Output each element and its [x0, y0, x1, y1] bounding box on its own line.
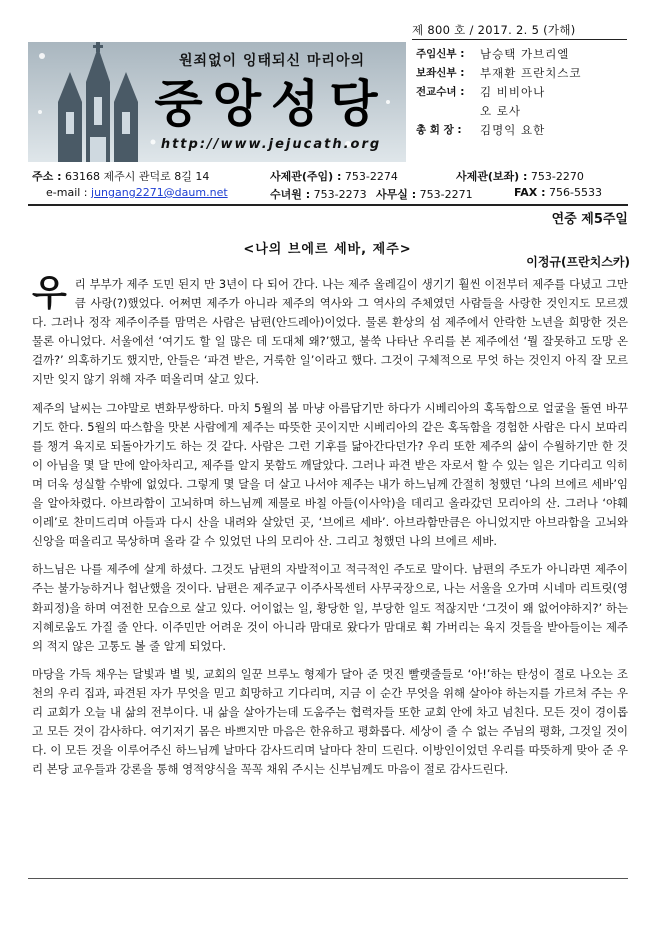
clergy-name: 부재환 프란치스코 [480, 65, 582, 80]
contact-line-2 [32, 186, 632, 204]
article-paragraph: 하느님은 나를 제주에 살게 하셨다. 그것도 남편의 자발적이고 적극적인 주도로 말이다. 남편의 주도가 아니라면 제주이주는 불가능하거나 험난했을 것이다. 남편은 제주교구 이주사목센터 사무국장으로, 나는 서울을 오가며 시네마 리트릿(영화피정)을 하며 여전한 모습으로 살고 있다. 어이없는 일, 황당한 일, 부당한 일도 적잖지만 ‘그것이 왜 없어야하지?’ 하는 지혜로움도 가질 줄 안다. 이주민만 어려운 것이 아니라 맘대로 왔다가 맘대로 휙 가버리는 육지 것들을 받아들이는 제주의 적지 않은 고통도 볼 줄 알게 되었다. [32, 562, 628, 653]
footer-divider [28, 878, 628, 879]
clergy-role: 총 회 장 : [416, 124, 462, 136]
clergy-role: 전교수녀 : [416, 86, 465, 98]
clergy-row [416, 44, 626, 63]
fax-value: 756-5533 [548, 186, 602, 199]
clergy-name: 김명익 요한 [480, 122, 546, 137]
office-value: 753-2271 [419, 188, 473, 201]
header-divider [28, 204, 628, 206]
drop-cap: 우 [32, 273, 67, 314]
clergy-name: 김 비비아나 [480, 84, 546, 99]
clergy-role: 주임신부 : [416, 48, 465, 60]
article-paragraph [32, 275, 628, 390]
contact-line-1 [32, 168, 632, 186]
address-value: 63168 제주시 관덕로 8길 14 [64, 170, 210, 183]
rectory-main-value: 753-2274 [344, 170, 398, 183]
fax-number [514, 186, 602, 199]
rectory-assist-label: 사제관(보좌) : [456, 170, 528, 183]
convent-phone [270, 186, 367, 202]
clergy-row [416, 82, 626, 101]
convent-value: 753-2273 [313, 188, 367, 201]
rectory-main-label: 사제관(주임) : [270, 170, 342, 183]
rectory-main-phone [270, 168, 398, 184]
address [32, 168, 209, 184]
clergy-row [416, 120, 626, 139]
article-author: 이정규(프란치스카) [526, 255, 630, 269]
paragraph-text: 리 부부가 제주 도민 된지 만 3년이 다 되어 간다. 나는 제주 올레길이 생기기 훨씬 이전부터 제주를 다녔고 그만큼 사랑(?)했었다. 어쩌면 제주가 아니라 제주의 역사와 그 역사의 주체였던 사람들을 사랑한 것인지도 모르겠다. 그러나 정작 제주이주를 맘먹은 사람은 남편(안드레아)이었다. 물론 환상의 섬 제주에서 안락한 노년을 희망한 것은 물론 아니었다. 서울에선 ‘여기도 할 일 많은 데 도대체 왜?’했고, 불쑥 나타난 우리를 본 제주에선 ‘뭘 잘못하고 도망 온 걸까?’ 의혹하기도 했지만, 안들은 ‘파견 받은, 거룩한 일’이라고 했다. 그것이 구체적으로 무엇 하는 것인지 아직 잘 모르지만 잊지 않기 위해 자주 떠올리며 살고 있다. [32, 277, 628, 387]
office-label: 사무실 : [376, 188, 417, 201]
masthead-banner [28, 42, 406, 162]
article-paragraph: 마당을 가득 채우는 달빛과 별 빛, 교회의 일꾼 브루노 형제가 달아 준 멋진 빨랫줄들로 ‘아!’하는 탄성이 절로 나오는 조천의 우리 집과, 파견된 자가 무엇을 믿고 희망하고 기다리며, 지금 이 순간 무엇을 위해 살아야 하는지를 가르쳐 주는 우리 교회가 오늘 내 삶의 전부이다. 내 삶을 살아가는데 도움주는 협력자들 또한 교회 안에 차고 넘친다. 모든 것이 경이롭고 모든 것이 감사하다. 여기저기 몸은 바쁘지만 마음은 한유하고 평화롭다. 세상이 줄 수 없는 주님의 평화, 그것일 것이다. 이 모든 것을 이루어주신 하느님께 날마다 감사드리며 날마다 찬미 드린다. 이방인이었던 우리를 따뜻하게 맞아 준 우리 본당 교우들과 강론을 통해 영적양식을 꼭꼭 채워 주시는 신부님께도 마음이 절로 감사드린다. [32, 666, 628, 777]
office-phone [376, 186, 473, 202]
clergy-row [416, 101, 626, 120]
clergy-role: 보좌신부 : [416, 67, 465, 79]
contact-info [32, 168, 632, 204]
clergy-name: 남승택 가브리엘 [480, 46, 570, 61]
email-label: e-mail : [46, 186, 88, 199]
clergy-name: 오 로사 [480, 103, 521, 118]
issue-info: 제 800 호 / 2017. 2. 5 (가해) [412, 22, 627, 40]
article-body [32, 275, 628, 788]
article-title: <나의 브에르 세바, 제주> [243, 242, 412, 257]
clergy-row [416, 63, 626, 82]
masthead-subtitle: 원죄없이 잉태되신 마리아의 [178, 53, 366, 69]
rectory-assist-value: 753-2270 [530, 170, 584, 183]
fax-label: FAX : [514, 186, 546, 199]
email-link[interactable]: jungang2271@daum.net [91, 186, 228, 199]
rectory-assist-phone [456, 168, 584, 184]
address-label: 주소 : [32, 170, 62, 183]
liturgical-sunday: 연중 제5주일 [551, 212, 628, 227]
website-url[interactable]: http://www.jejucath.org [160, 137, 382, 152]
article-paragraph: 제주의 날씨는 그야말로 변화무쌍하다. 마치 5월의 봄 마냥 아름답기만 하다가 시베리아의 혹독함으로 얼굴을 돌연 바꾸기도 한다. 5월의 따스함을 맛본 사람에게 제주는 따뜻한 곳이지만 시베리아의 같은 혹독함을 경험한 사람은 다시 보따리를 챙겨 육지로 되돌아가기도 하는 것 같다. 사람은 그런 기후를 닮아간다던가? 우리 또한 제주의 삶이 수월하기만 한 것이 아님을 몇 달 만에 알아차리고, 제주를 알지 못함도 깨달았다. 그러나 파견 받은 자로서 할 수 있는 일은 기다리고 익히며 더욱 성실할 수밖에 없었다. 그렇게 몇 달을 더 살고 나서야 제주는 내가 하느님께 간절히 청했던 ‘나의 브에르 세바’임을 알아차렸다. 아브라함이 고뇌하며 하느님께 제물로 바칠 아들(이사악)을 데리고 올라갔던 모리아의 산. 그러나 ‘야훼 이레’로 찬미드리며 아들과 다시 산을 내려와 살았던 곳, ‘브에르 세바’. 아브라함만큼은 아니었지만 아브라함을 고뇌와 신앙을 떠올리고 묵상하며 올라 갈 수 있었던 나의 모리아 산. 그리고 청했던 나의 브에르 세바. [32, 400, 628, 549]
clergy-list [416, 44, 626, 139]
convent-label: 수녀원 : [270, 188, 311, 201]
parish-title: 중앙성당 [154, 75, 388, 133]
email [46, 186, 228, 199]
